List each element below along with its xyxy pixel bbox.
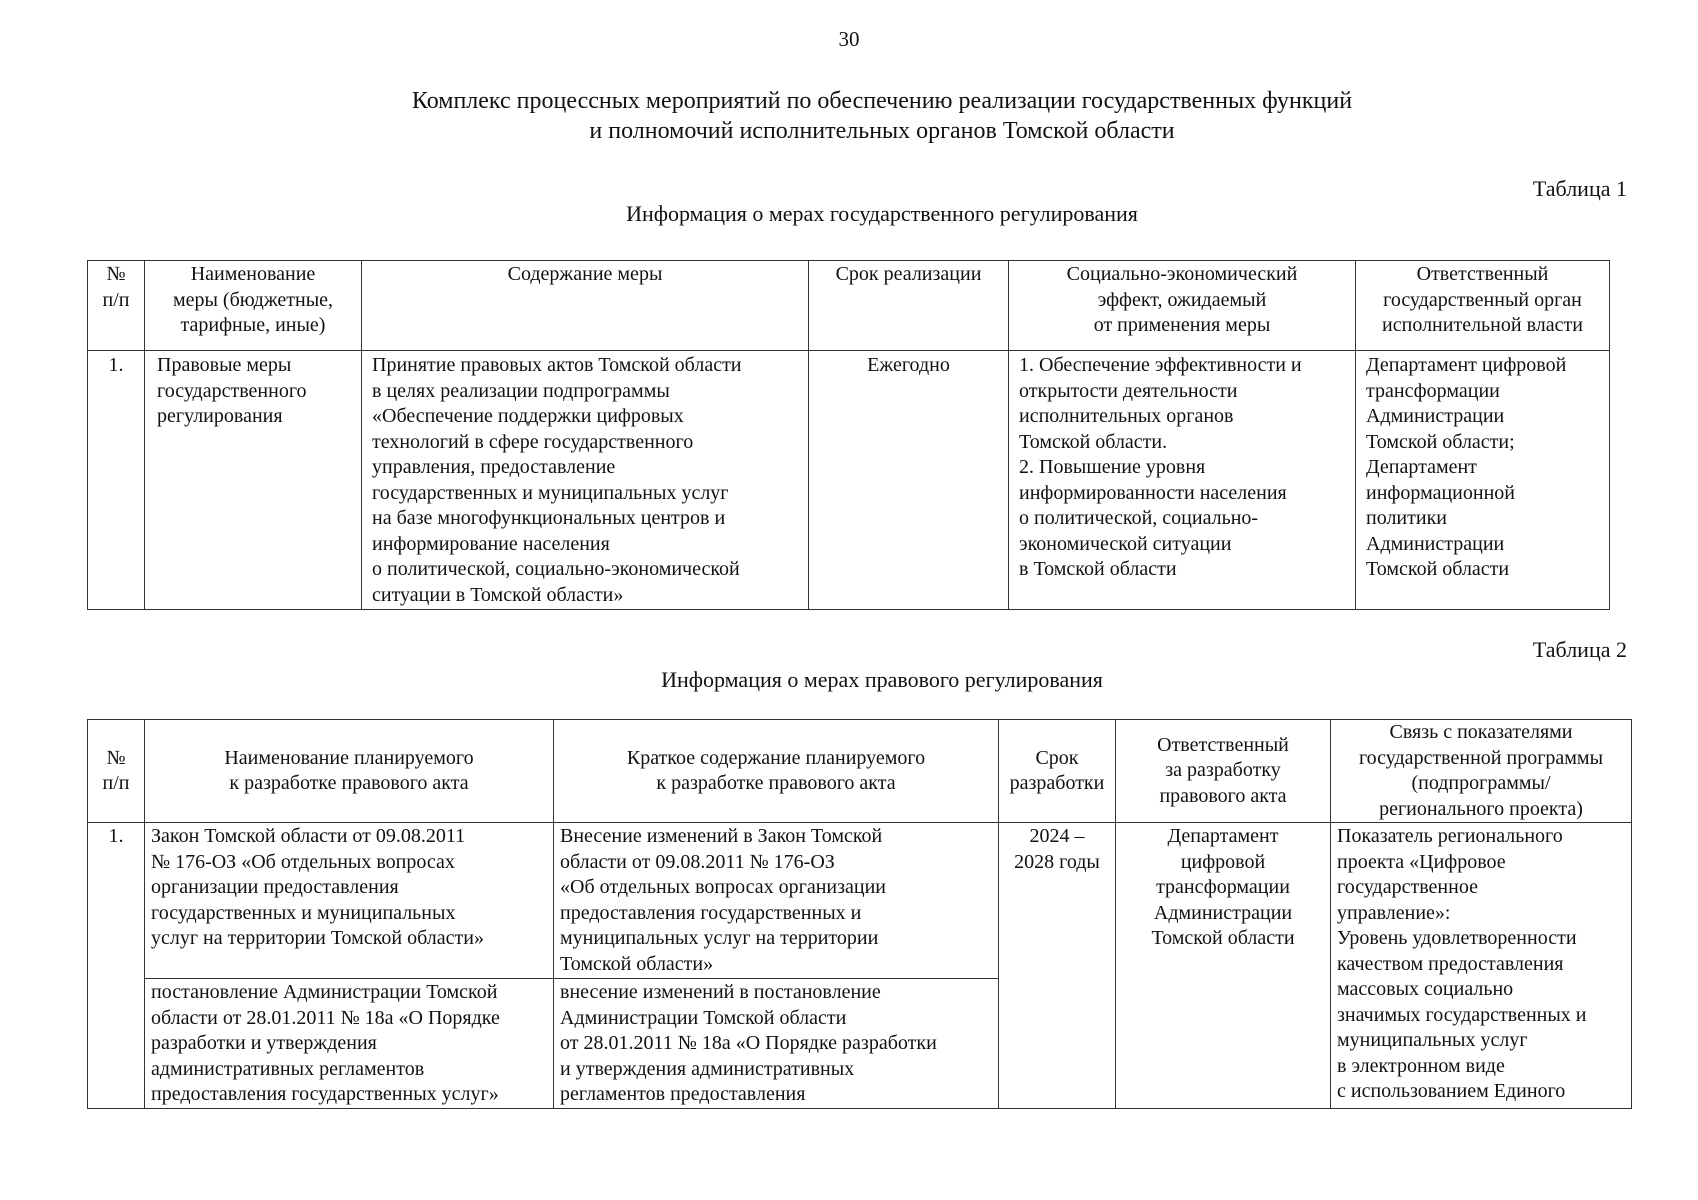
text-line: административных регламентов bbox=[151, 1057, 425, 1080]
header-indicator-link bbox=[1331, 720, 1632, 823]
cell-term: Ежегодно bbox=[809, 351, 1009, 610]
text-line: правового акта bbox=[1159, 784, 1287, 807]
text-line: 2. Повышение уровня bbox=[1019, 456, 1206, 478]
text-line: к разработке правового акта bbox=[656, 772, 896, 794]
text-line: внесение изменений в постановление bbox=[560, 981, 881, 1003]
text-line: Департамент bbox=[1366, 456, 1477, 478]
cell-act-name bbox=[145, 979, 554, 1109]
text-line: регулирования bbox=[157, 405, 283, 427]
text-line: Администрации bbox=[1366, 532, 1505, 555]
text-line: Принятие правовых актов Томской области bbox=[372, 354, 742, 376]
text-line: ситуации в Томской области» bbox=[372, 583, 624, 606]
text-line: постановление Администрации Томской bbox=[151, 981, 498, 1003]
text-line: Департамент bbox=[1167, 825, 1279, 847]
text-line: регламентов предоставления bbox=[560, 1083, 806, 1105]
text-line: Администрации bbox=[1153, 901, 1293, 924]
cell-term bbox=[999, 823, 1116, 1109]
text-line: управления, предоставление bbox=[372, 456, 616, 478]
text-line: муниципальных услуг на территории bbox=[560, 927, 879, 949]
cell-act-content bbox=[554, 979, 999, 1109]
text-line: Правовые меры bbox=[157, 354, 292, 376]
text-line: трансформации bbox=[1156, 876, 1290, 898]
text-line: массовых социально bbox=[1337, 978, 1514, 1000]
header-term bbox=[809, 261, 1009, 351]
text-line: Томской области» bbox=[560, 952, 714, 975]
text-line: экономической ситуации bbox=[1019, 532, 1232, 555]
text-line: государственного bbox=[157, 379, 307, 402]
text-line: услуг на территории Томской области» bbox=[151, 927, 484, 949]
text-line: от применения меры bbox=[1093, 314, 1271, 336]
text-line: государственной программы bbox=[1358, 746, 1604, 769]
text-line: Томской области; bbox=[1366, 430, 1515, 453]
document-title bbox=[87, 86, 1677, 146]
text-line: Связь с показателями bbox=[1389, 721, 1573, 743]
text-line: п/п bbox=[102, 772, 130, 794]
header-measure-name bbox=[145, 261, 362, 351]
text-line: к разработке правового акта bbox=[229, 772, 469, 794]
measures-state-regulation-table bbox=[87, 260, 1610, 610]
table-row bbox=[88, 351, 1610, 610]
cell-effect bbox=[1009, 351, 1356, 610]
cell-act-content bbox=[554, 823, 999, 979]
text-line: цифровой bbox=[1180, 850, 1266, 873]
text-line: на базе многофункциональных центров и bbox=[372, 507, 726, 529]
header-term bbox=[999, 720, 1116, 823]
table2-label: Таблица 2 bbox=[1532, 637, 1627, 662]
header-act-content bbox=[554, 720, 999, 823]
text-line: политики bbox=[1366, 507, 1447, 529]
text-line: Ответственный bbox=[1157, 733, 1289, 756]
table-row bbox=[88, 823, 1632, 979]
text-line: информационной bbox=[1366, 481, 1515, 504]
text-line: эффект, ожидаемый bbox=[1097, 288, 1267, 311]
cell-act-name bbox=[145, 823, 554, 979]
text-line: Показатель регионального bbox=[1337, 825, 1563, 847]
text-line: предоставления государственных услуг» bbox=[151, 1083, 499, 1105]
text-line: Срок bbox=[1035, 746, 1079, 769]
text-line: разработки bbox=[1009, 772, 1105, 794]
text-line: Томской области bbox=[1151, 927, 1295, 949]
text-line: в электронном виде bbox=[1337, 1054, 1505, 1077]
text-line: значимых государственных и bbox=[1337, 1003, 1587, 1026]
text-line: в Томской области bbox=[1019, 558, 1177, 580]
title-line-2: и полномочий исполнительных органов Томской области bbox=[589, 118, 1175, 144]
text-line: п/п bbox=[102, 288, 130, 311]
text-line: меры (бюджетные, bbox=[172, 288, 334, 311]
text-line: Закон Томской области от 09.08.2011 bbox=[151, 825, 466, 847]
table-header-row bbox=[88, 720, 1632, 823]
header-responsible bbox=[1116, 720, 1331, 823]
header-num bbox=[88, 720, 145, 823]
text-line: с использованием Единого bbox=[1337, 1080, 1566, 1102]
text-line: 2024 – bbox=[1029, 825, 1085, 847]
text-line: в целях реализации подпрограммы bbox=[372, 379, 670, 402]
header-num bbox=[88, 261, 145, 351]
text-line: организации предоставления bbox=[151, 876, 399, 898]
text-line: управление»: bbox=[1337, 901, 1451, 924]
text-line: «Обеспечение поддержки цифровых bbox=[372, 405, 684, 427]
cell-responsible bbox=[1116, 823, 1331, 1109]
text-line: от 28.01.2011 № 18а «О Порядке разработки bbox=[560, 1032, 937, 1054]
text-line: Администрации bbox=[1366, 405, 1505, 427]
text-line: Внесение изменений в Закон Томской bbox=[560, 825, 883, 847]
page-number: 30 bbox=[838, 27, 860, 51]
text-line: информирование населения bbox=[372, 532, 610, 555]
text-line: Томской области. bbox=[1019, 430, 1168, 453]
text-line: 2028 годы bbox=[1014, 850, 1100, 873]
text-line: Департамент цифровой bbox=[1366, 354, 1567, 376]
header-measure-content bbox=[362, 261, 809, 351]
text-line: Социально-экономический bbox=[1066, 263, 1298, 285]
text-line: технологий в сфере государственного bbox=[372, 430, 694, 453]
text-line: Администрации Томской области bbox=[560, 1006, 847, 1029]
table2-caption: Информация о мерах правового регулирования bbox=[661, 667, 1103, 692]
table-header-row bbox=[88, 261, 1610, 351]
cell-num: 1. bbox=[88, 823, 145, 1109]
text-line: муниципальных услуг bbox=[1337, 1029, 1528, 1051]
cell-responsible bbox=[1356, 351, 1610, 610]
text-line: № bbox=[106, 263, 126, 285]
text-line: 1. Обеспечение эффективности и bbox=[1019, 354, 1302, 376]
title-line-1: Комплекс процессных мероприятий по обеспечению реализации государственных функций bbox=[411, 88, 1353, 114]
text-line: области от 28.01.2011 № 18а «О Порядке bbox=[151, 1006, 500, 1029]
table1-caption: Информация о мерах государственного регулирования bbox=[626, 201, 1138, 226]
text-line: Уровень удовлетворенности bbox=[1337, 927, 1577, 949]
text-line: Наименование bbox=[190, 263, 316, 285]
text-line: государственное bbox=[1337, 876, 1478, 898]
text-line: предоставления государственных и bbox=[560, 901, 862, 924]
text-line: тарифные, иные) bbox=[180, 314, 326, 336]
text-line: № bbox=[106, 746, 126, 769]
text-line: (подпрограммы/ bbox=[1411, 772, 1551, 794]
text-line: Краткое содержание планируемого bbox=[626, 746, 926, 769]
text-line: регионального проекта) bbox=[1379, 797, 1583, 820]
cell-indicator-link bbox=[1331, 823, 1632, 1109]
text-line: трансформации bbox=[1366, 379, 1500, 402]
header-effect bbox=[1009, 261, 1356, 351]
text-line: проекта «Цифровое bbox=[1337, 850, 1506, 873]
text-line: за разработку bbox=[1165, 759, 1281, 782]
text-line: государственных и муниципальных услуг bbox=[372, 481, 729, 504]
text-line: Томской области bbox=[1366, 558, 1510, 580]
text-line: № 176-ОЗ «Об отдельных вопросах bbox=[151, 850, 455, 873]
header-responsible bbox=[1356, 261, 1610, 351]
text-line: качеством предоставления bbox=[1337, 952, 1564, 975]
text-line: государственных и муниципальных bbox=[151, 901, 456, 924]
text-line: Содержание меры bbox=[507, 263, 663, 285]
text-line: открытости деятельности bbox=[1019, 379, 1238, 402]
text-line: государственный орган bbox=[1383, 288, 1582, 311]
text-line: области от 09.08.2011 № 176-ОЗ bbox=[560, 850, 835, 873]
text-line: исполнительной власти bbox=[1382, 314, 1583, 336]
text-line: Наименование планируемого bbox=[224, 746, 474, 769]
text-line: «Об отдельных вопросах организации bbox=[560, 876, 887, 898]
text-line: и утверждения административных bbox=[560, 1057, 855, 1080]
text-line: Срок реализации bbox=[835, 263, 982, 285]
text-line: Ответственный bbox=[1416, 263, 1549, 285]
cell-measure-content bbox=[362, 351, 809, 610]
cell-num: 1. bbox=[88, 351, 145, 610]
text-line: информированности населения bbox=[1019, 481, 1287, 504]
text-line: исполнительных органов bbox=[1019, 405, 1234, 427]
header-act-name bbox=[145, 720, 554, 823]
measures-legal-regulation-table bbox=[87, 719, 1632, 1109]
cell-measure-name bbox=[145, 351, 362, 610]
table1-label: Таблица 1 bbox=[1532, 176, 1627, 201]
text-line: о политической, социально- bbox=[1019, 507, 1259, 529]
text-line: о политической, социально-экономической bbox=[372, 558, 740, 580]
text-line: разработки и утверждения bbox=[151, 1032, 377, 1054]
